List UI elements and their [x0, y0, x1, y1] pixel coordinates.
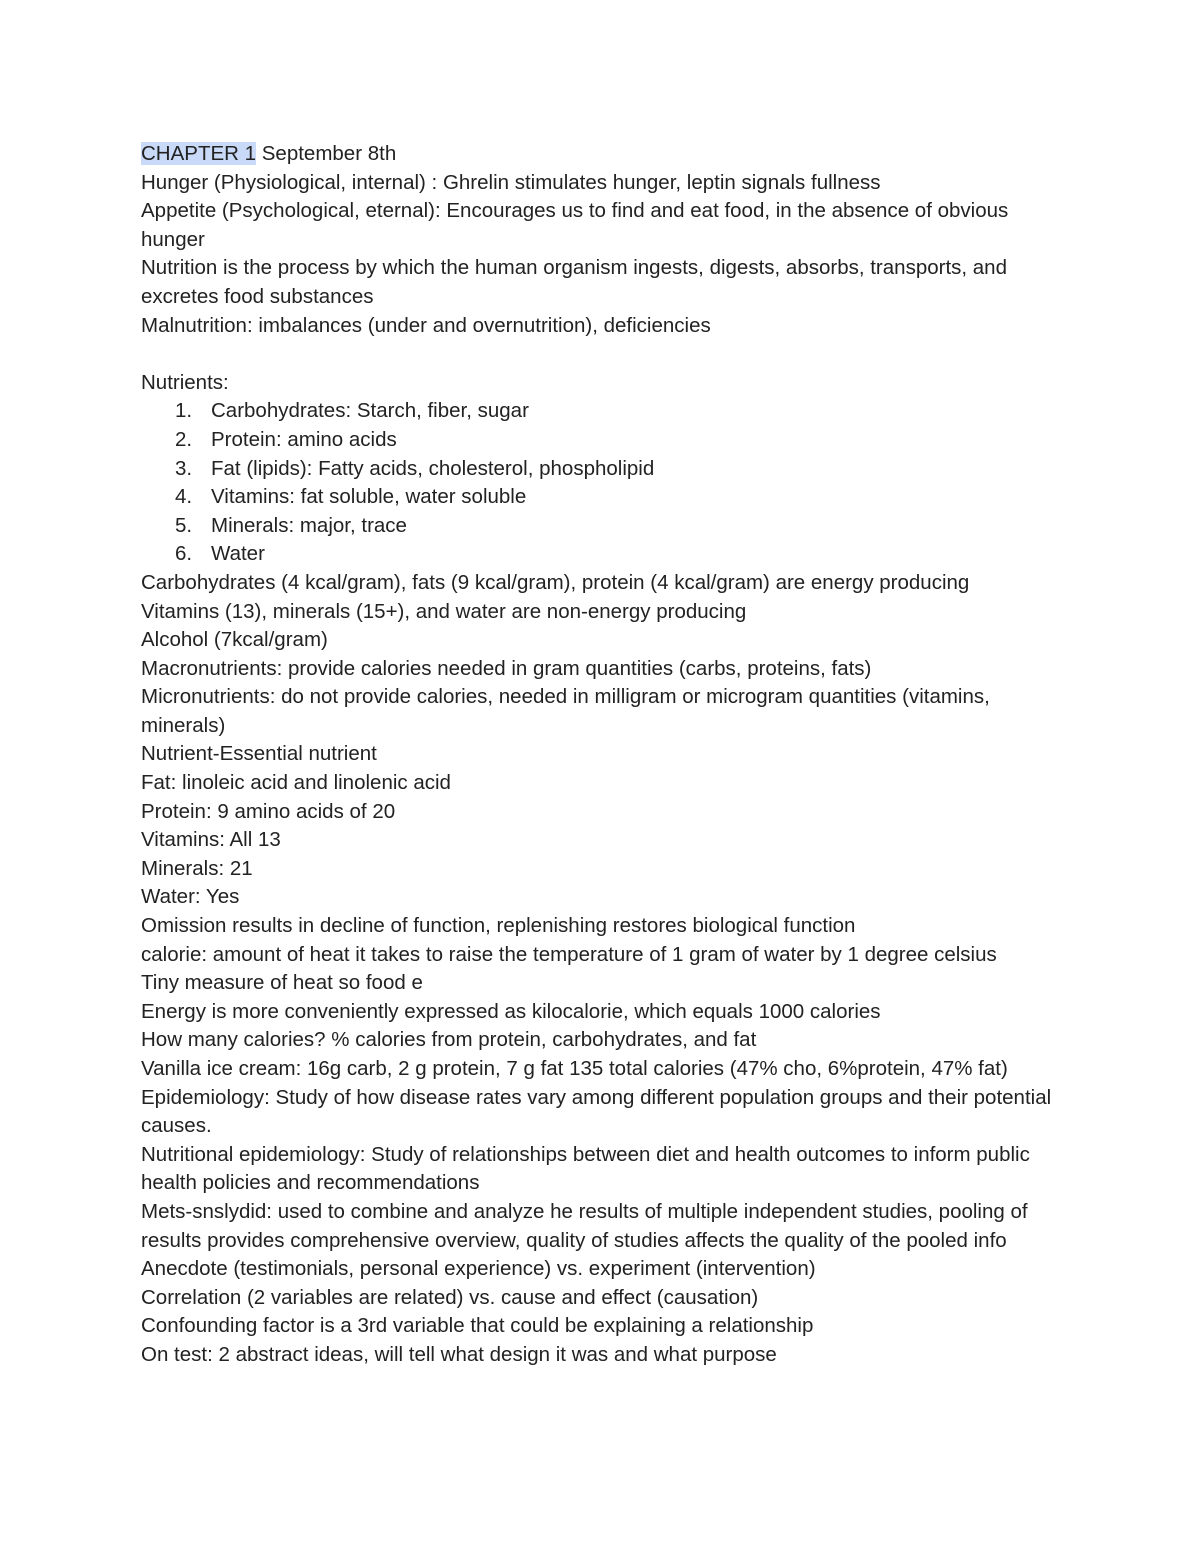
body-line: Energy is more conveniently expressed as kilocalorie, which equals 1000 calories: [141, 999, 881, 1023]
malnutrition-line: Malnutrition: imbalances (under and overnutrition), deficiencies: [141, 313, 711, 337]
list-text: Water: [211, 542, 265, 566]
body-line: Correlation (2 variables are related) vs. cause and effect (causation): [141, 1285, 759, 1309]
nutrients-label: Nutrients:: [141, 370, 229, 394]
list-number: 3.: [175, 456, 193, 480]
body-line: Carbohydrates (4 kcal/gram), fats (9 kcal/gram), protein (4 kcal/gram) are energy producing: [141, 570, 970, 594]
body-line: Vitamins (13), minerals (15+), and water are non-energy producing: [141, 599, 747, 623]
body-line: Anecdote (testimonials, personal experience) vs. experiment (intervention): [141, 1257, 816, 1281]
hunger-line: Hunger (Physiological, internal) : Ghrelin stimulates hunger, leptin signals fullness: [141, 170, 881, 194]
chapter-date: September 8th: [256, 142, 397, 165]
body-line: Vanilla ice cream: 16g carb, 2 g protein, 7 g fat 135 total calories (47% cho, 6%protein, 47% fat): [141, 1057, 1008, 1080]
body-line: Tiny measure of heat so food e: [141, 971, 423, 995]
body-line: Mets-snslydid: used to combine and analyze he results of multiple independent studies, pooling of results provides comprehensive overview, quality of studies affects the quality of the pooled info: [141, 1199, 1028, 1252]
body-line: Micronutrients: do not provide calories, needed in milligram or microgram quantities (vitamins, minerals): [141, 685, 990, 737]
blank-line: [141, 340, 1061, 369]
body-line: Water: Yes: [141, 885, 240, 909]
list-number: 1.: [175, 399, 193, 423]
body-line: How many calories? % calories from protein, carbohydrates, and fat: [141, 1028, 757, 1052]
body-line: Vitamins: All 13: [141, 828, 281, 852]
list-text: Fat (lipids): Fatty acids, cholesterol, phospholipid: [211, 456, 655, 480]
list-text: Carbohydrates: Starch, fiber, sugar: [211, 399, 529, 423]
list-text: Protein: amino acids: [211, 427, 397, 451]
appetite-line: Appetite (Psychological, eternal): Encourages us to find and eat food, in the absence of obvious hunger: [141, 199, 1009, 251]
body-line: Confounding factor is a 3rd variable that could be explaining a relationship: [141, 1314, 814, 1338]
list-text: Vitamins: fat soluble, water soluble: [211, 485, 527, 509]
list-number: 6.: [175, 542, 193, 566]
body-line: Alcohol (7kcal/gram): [141, 628, 328, 652]
body-line: On test: 2 abstract ideas, will tell what design it was and what purpose: [141, 1342, 777, 1366]
list-item: [141, 512, 1061, 541]
body-line: Fat: linoleic acid and linolenic acid: [141, 771, 451, 795]
list-item: [141, 455, 1061, 484]
body-line: calorie: amount of heat it takes to raise the temperature of 1 gram of water by 1 degree celsius: [141, 942, 997, 966]
body-line: Omission results in decline of function, replenishing restores biological function: [141, 914, 856, 938]
nutrients-list: [141, 397, 1061, 569]
list-number: 5.: [175, 513, 193, 537]
body-line: Nutrient-Essential nutrient: [141, 742, 377, 766]
body-line: Nutritional epidemiology: Study of relationships between diet and health outcomes to inform public health policies and recommendations: [141, 1142, 1030, 1195]
list-item: [141, 540, 1061, 569]
list-number: 4.: [175, 485, 193, 509]
body-line: Macronutrients: provide calories needed in gram quantities (carbs, proteins, fats): [141, 656, 872, 680]
document-page: [141, 140, 1061, 1370]
nutrition-line: Nutrition is the process by which the human organism ingests, digests, absorbs, transports, and excretes food substances: [141, 256, 1007, 308]
list-text: Minerals: major, trace: [211, 513, 407, 537]
body-line: Protein: 9 amino acids of 20: [141, 799, 396, 823]
list-item: [141, 397, 1061, 426]
list-number: 2.: [175, 427, 193, 451]
body-line: Minerals: 21: [141, 856, 253, 880]
body-line: Epidemiology: Study of how disease rates vary among different population groups and their potential causes.: [141, 1085, 1052, 1138]
chapter-heading: [141, 140, 1061, 169]
chapter-label: CHAPTER 1: [141, 142, 257, 165]
list-item: [141, 483, 1061, 512]
list-item: [141, 426, 1061, 455]
